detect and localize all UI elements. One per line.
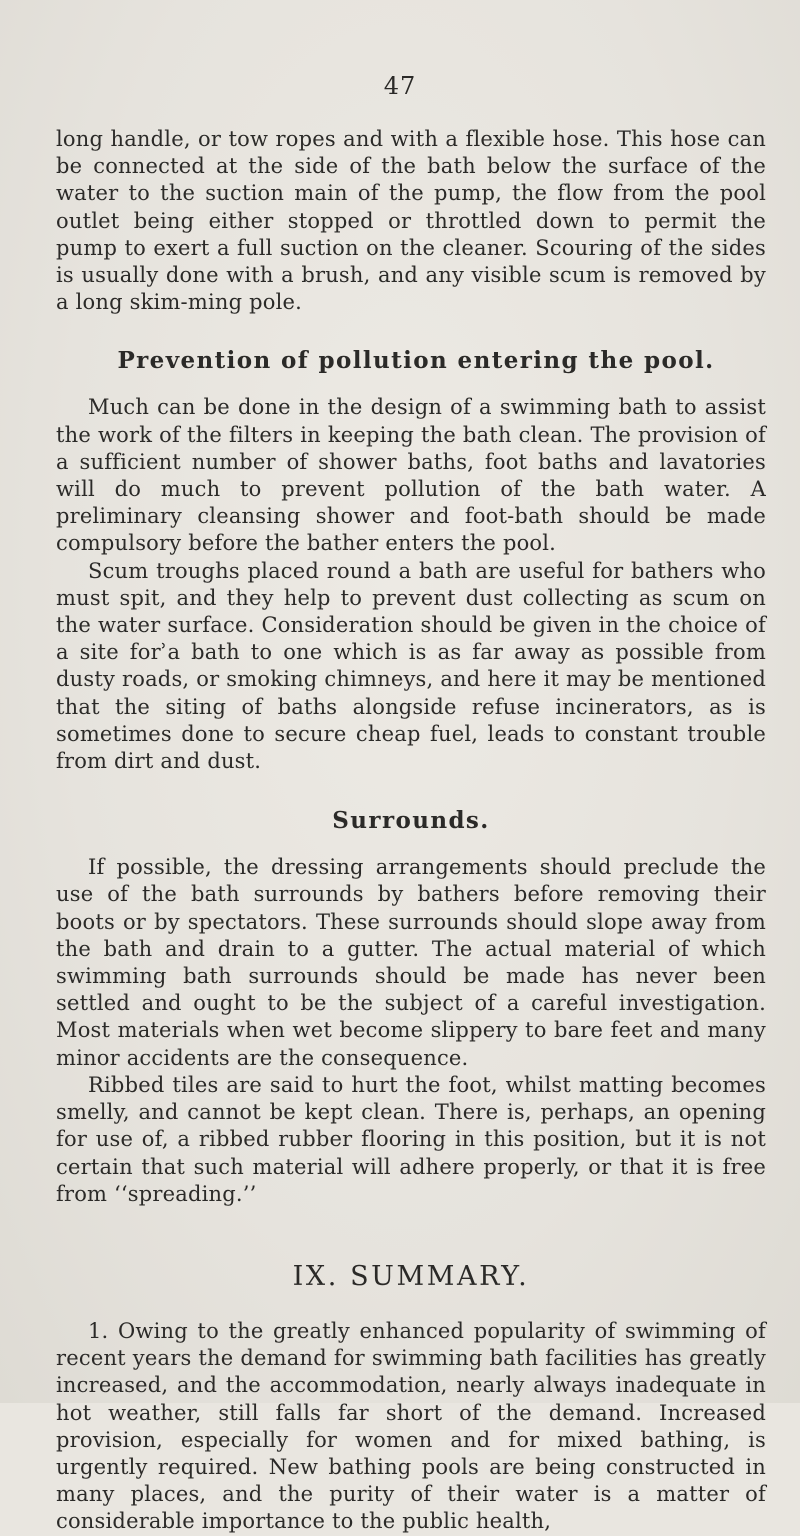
paragraph-surrounds-1: If possible, the dressing arrangements should preclude the use of the bath surrounds by bathers before removing their boots or by spectators. These surrounds should slope away from the bath and drain to a gutter. The actual material of which swimming bath surrounds should be made has never been settled and ought to be the subject of a careful investigation. Most materials when wet become slippery to bare feet and many minor accidents are the consequence. <box>56 855 766 1070</box>
paragraph-summary-1: 1. Owing to the greatly enhanced popularity of swimming of recent years the demand for swimming bath facilities has greatly increased, and the accommodation, nearly always inadequate in hot weather, still falls far short of the demand. Increased provision, especially for women and for mixed bathing, is urgently required. New bathing pools are being constructed in many places, and the purity of their water is a matter of considerable importance to the public health, <box>56 1318 766 1534</box>
body-text <box>56 126 766 1536</box>
page-number: 47 <box>383 72 417 100</box>
chapter-heading-summary: IX. SUMMARY. <box>292 1260 530 1292</box>
intro-paragraph: long handle, or tow ropes and with a flexible hose. This hose can be connected at the side of the bath below the surface of the water to the suction main of the pump, the flow from the pool outlet being either stopped or throttled down to permit the pump to exert a full suction on the cleaner. Scouring of the sides is usually done with a brush, and any visible scum is removed by a long skim-ming pole. <box>56 127 766 315</box>
section-heading-surrounds: Surrounds. <box>332 807 490 835</box>
section-heading-prevention: Prevention of pollution entering the pool. <box>117 347 715 375</box>
paragraph-surrounds-2: Ribbed tiles are said to hurt the foot, whilst matting becomes smelly, and cannot be kept clean. There is, perhaps, an opening for use of, a ribbed rubber flooring in this position, but it is not certain that such material will adhere properly, or that it is free from ‘‘spreading.’’ <box>56 1072 766 1206</box>
paragraph-prevention-2: Scum troughs placed round a bath are useful for bathers who must spit, and they help to prevent dust collecting as scum on the water surface. Consideration should be given in the choice of a site forʾa bath to one which is as far away as possible from dusty roads, or smoking chimneys, and here it may be mentioned that the siting of baths alongside refuse incinerators, as is sometimes done to secure cheap fuel, leads to constant trouble from dirt and dust. <box>56 558 766 774</box>
paragraph-prevention-1: Much can be done in the design of a swimming bath to assist the work of the filters in keeping the bath clean. The provision of a sufficient number of shower baths, foot baths and lavatories will do much to prevent pollution of the bath water. A preliminary cleansing shower and foot-bath should be made compulsory before the bather enters the pool. <box>56 395 766 556</box>
